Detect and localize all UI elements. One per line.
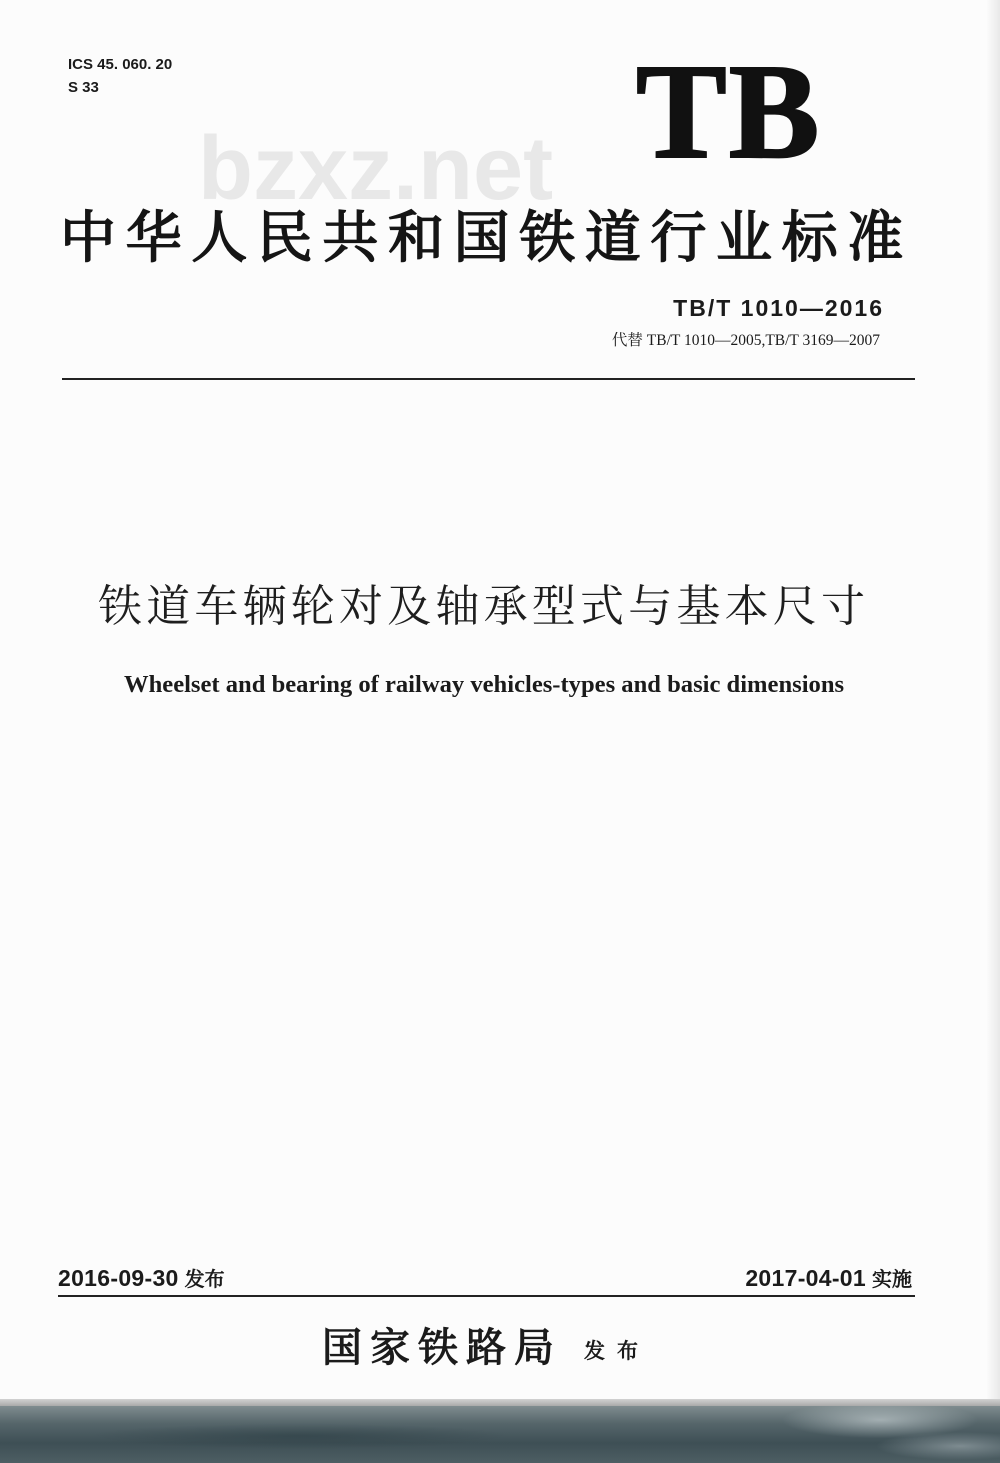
ics-code: ICS 45. 060. 20: [68, 56, 173, 73]
document-title-en: Wheelset and bearing of railway vehicles-types and basic dimensions: [124, 671, 845, 698]
effective-date-value: 2017-04-01: [745, 1265, 866, 1291]
replaces-note: 代替 TB/T 1010—2005,TB/T 3169—2007: [611, 332, 880, 349]
publisher-name: 国家铁路局: [322, 1324, 562, 1371]
issue-date-label: 发布: [184, 1267, 225, 1291]
footer-divider: [58, 1295, 915, 1297]
standard-number: TB/T 1010—2016: [673, 295, 884, 321]
publisher: [322, 1324, 650, 1380]
publisher-label: 发布: [584, 1339, 650, 1363]
issue-date: [58, 1263, 225, 1297]
scan-border: [0, 1399, 1000, 1406]
paper-edge-shadow: [986, 0, 1000, 1400]
document-title-zh: 铁道车辆轮对及轴承型式与基本尺寸: [98, 581, 870, 632]
issue-date-value: 2016-09-30: [58, 1265, 179, 1291]
header-divider: [62, 378, 915, 380]
tb-logo: TB: [636, 37, 822, 187]
background-sea-photo: [0, 1406, 1000, 1463]
standard-category-heading: 中华人民共和国铁道行业标准: [60, 205, 913, 271]
site-watermark: bzxz.net: [198, 119, 554, 219]
ccs-code: S 33: [68, 79, 99, 96]
effective-date-label: 实施: [872, 1267, 912, 1291]
effective-date: [745, 1263, 912, 1297]
